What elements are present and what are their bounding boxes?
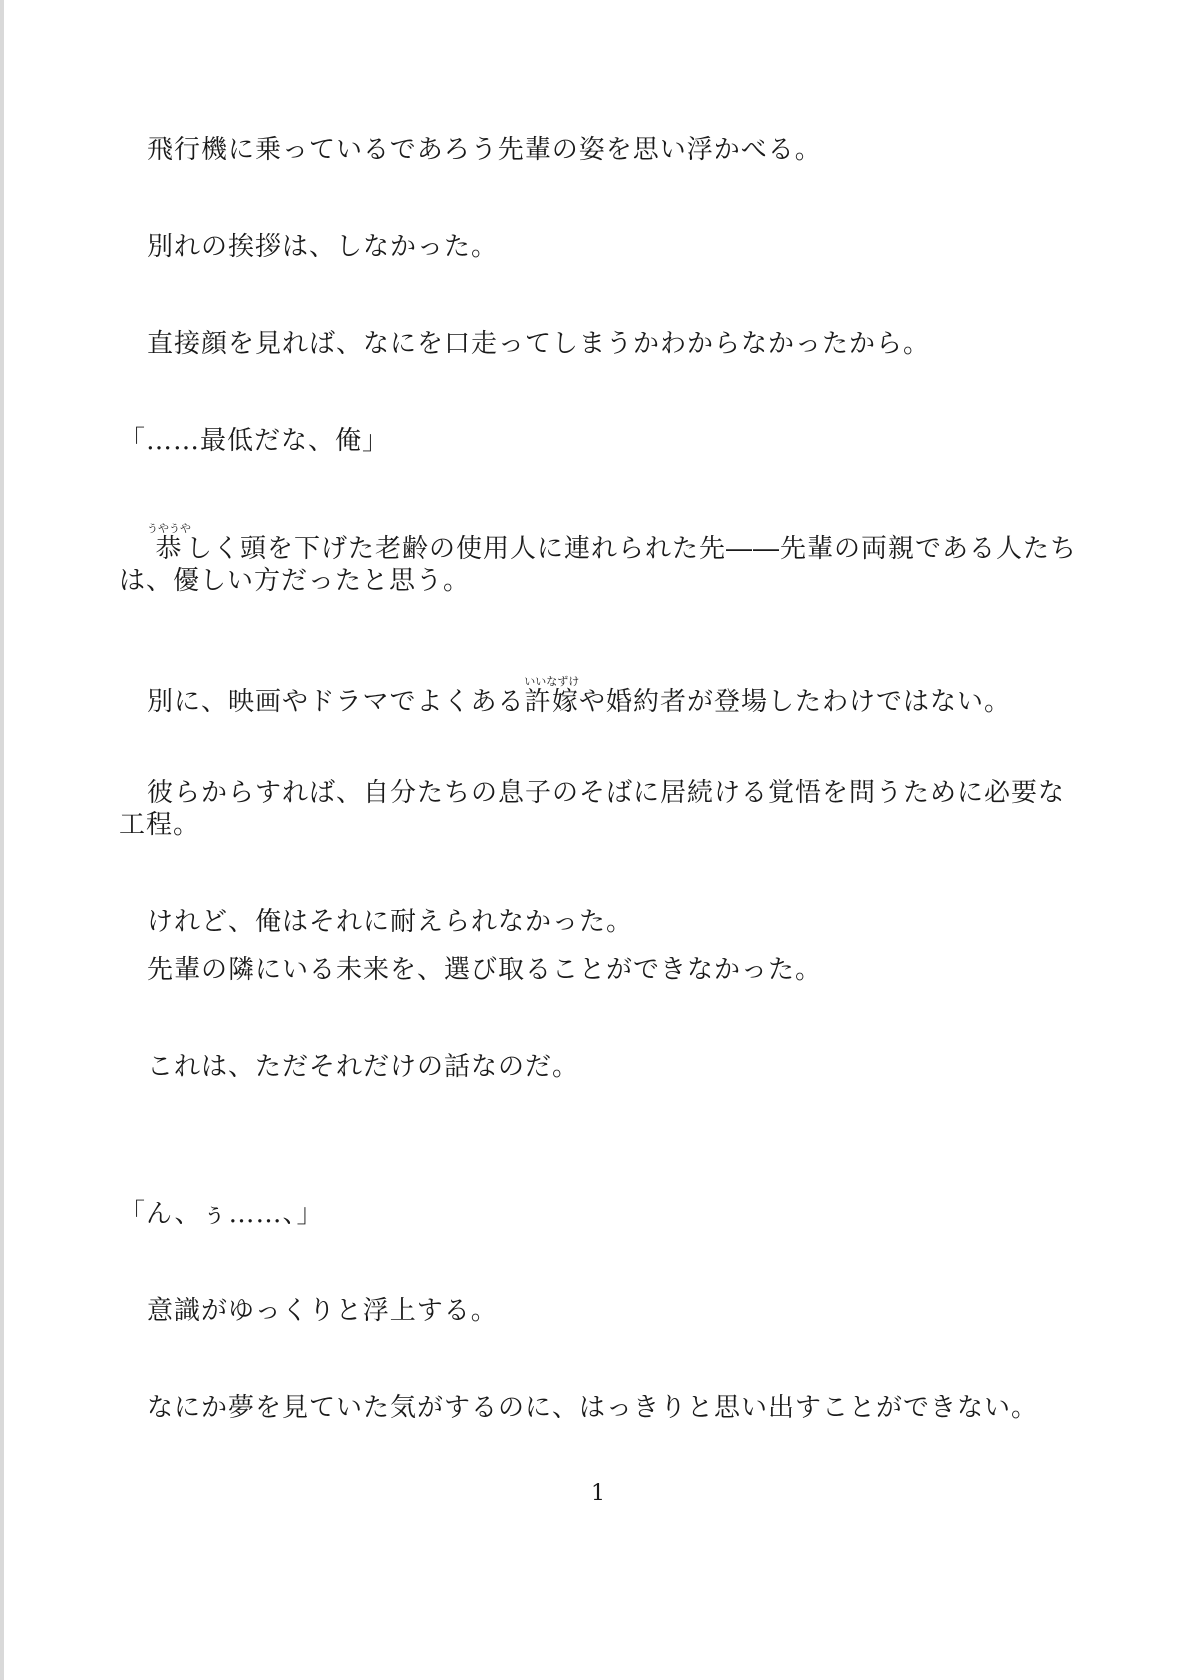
paragraph-1: 飛行機に乗っているであろう先輩の姿を思い浮かべる。 bbox=[147, 135, 822, 165]
paragraph-text: しく頭を下げた老齢の使用人に連れられた先――先輩の両親である人たちは、優しい方だったと思う。 bbox=[119, 534, 1077, 596]
paragraph-10: 意識がゆっくりと浮上する。 bbox=[147, 1296, 498, 1326]
ruby-annotation bbox=[524, 675, 580, 717]
ruby-reading: うやうや bbox=[147, 522, 191, 535]
paragraph-2: 別れの挨拶は、しなかった。 bbox=[147, 232, 499, 262]
paragraph-3: 直接顔を見れば、なにを口走ってしまうかわからなかったから。 bbox=[147, 329, 931, 359]
paragraph-5 bbox=[119, 675, 1079, 718]
ruby-base: 許嫁 bbox=[524, 687, 580, 717]
dialogue-line-1: 「……最低だな、俺」 bbox=[119, 426, 390, 456]
paragraph-6: 彼らからすれば、自分たちの息子のそばに居続ける覚悟を問うために必要な工程。 bbox=[119, 778, 1066, 840]
ruby-annotation bbox=[147, 522, 191, 564]
paragraph-text: や婚約者が登場したわけではない。 bbox=[579, 687, 1012, 717]
paragraph-11: なにか夢を見ていた気がするのに、はっきりと思い出すことができない。 bbox=[147, 1393, 1039, 1423]
paragraph-7: けれど、俺はそれに耐えられなかった。 bbox=[147, 907, 634, 937]
paragraph-9: これは、ただそれだけの話なのだ。 bbox=[147, 1052, 580, 1082]
page-number: 1 bbox=[591, 1481, 605, 1506]
ruby-reading: いいなずけ bbox=[524, 675, 580, 688]
ruby-base: 恭 bbox=[147, 534, 191, 564]
paragraph-8: 先輩の隣にいる未来を、選び取ることができなかった。 bbox=[147, 955, 823, 985]
dialogue-line-2: 「ん、ぅ……、」 bbox=[119, 1199, 324, 1229]
page-left-edge bbox=[0, 0, 4, 1680]
paragraph-4 bbox=[119, 522, 1079, 597]
paragraph-text: 別に、映画やドラマでよくある bbox=[147, 687, 525, 717]
